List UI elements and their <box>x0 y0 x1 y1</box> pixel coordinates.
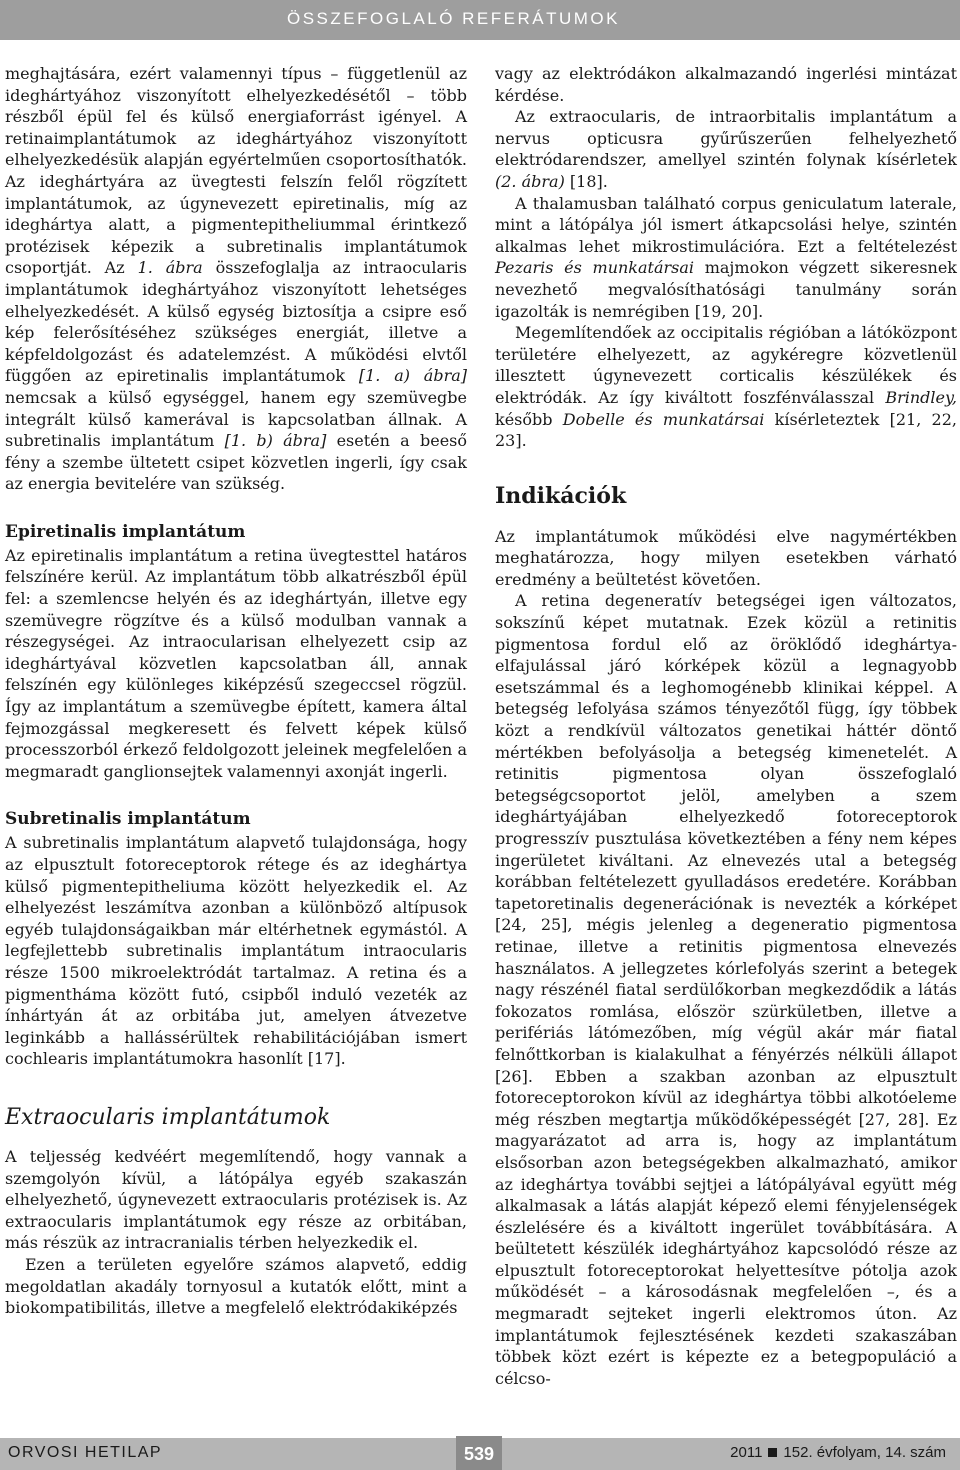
paragraph-intraorbital: Az extraocularis, de intraorbitalis implantátum a nervus opticusra gyűrűszerűen felhelyezhető elektródarendszer, amellyel szintén folynak kísérletek (2. ábra) [18]. <box>495 107 957 191</box>
heading-epiretinal: Epiretinalis implantátum <box>5 521 246 542</box>
journal-name: ORVOSI HETILAP <box>8 1444 163 1461</box>
paragraph-subretinal: A subretinalis implantátum alapvető tulajdonsága, hogy az elpusztult fotoreceptorok rétege és az ideghártya külső pigmentepitheliuma között helyezkedik el. Az elhelyezést leszámítva azonban a különböző altípusok egyéb tulajdonságaikban már eltérhetnek egymástól. A legfejlettebb subretinalis implantátum intraocularis része 1500 mikroelektródát tartalmaz. A retina és a pigmentháma között futó, csipből induló vezeték az ínhártyán át az orbitába jut, amelyen átvezetve leginkább a hallássérültek rehabilitációjában ismert cochlearis implantátumokra hasonlít [17]. <box>5 833 467 1069</box>
paragraph-cortical: Megemlítendőek az occipitalis régióban a látóközpont területére elhelyezett, az agykéregre közvetlenül illesztett úgynevezett corticalis készülékek és elektródák. Az így kiváltott foszfénválasszal Brindley, később Dobelle és munkatársai kísérleteztek [21, 22, 23]. <box>495 323 958 451</box>
page-number: 539 <box>463 1444 495 1464</box>
paragraph-indications-2: A retina degeneratív betegségei igen változatos, sokszínű képet mutatnak. Ezek közül a retinitis pigmentosa fordul elő az öröklődő ideghártya-elfajulással járó kórképek közül a legnagyobb esetszámmal és a leghomogénebb klinikai képpel. A betegség lefolyása számos tényezőtől függ, így többek közt a rendkívül változatos genetikai háttér döntő mértékben befolyásolja a betegség kimenetelét. A retinitis pigmentosa olyan összefoglaló betegségcsoportot jelöl, amelyben a szem ideghártyájában elhelyezkedő fotoreceptorok progresszív pusztulása következtében a fény nem képes ingerületet kiváltani. Az elnevezés utal a betegség korábban feltételezett gyulladásos eredetére. Korábban tapetoretinalis degenerációnak is nevezték a kórképet [24, 25], mégis jelenleg a degeneratio pigmentosa retinae, illetve a retinitis pigmentosa elnevezés használatos. A jellegzetes kórlefolyás szerint a betegek nagy részénél fiatal serdülőkorban megkezdődik a látás fokozatos romlása, először szürkületben, illetve a perifériás látómezőben, míg végül akár már fiatal felnőttkorban is kialakulhat a fényérzés nélküli állapot [26]. Ebben a szakban azonban az elpusztult fotoreceptorokon kívül az ideghártya többi alkotóeleme még részben megtartja működőképességét [27, 28]. Ez magyarázatot ad arra is, hogy az implantátum elsősorban azon betegségekben alkalmazható, amikor az ideghártya további sejtjei a látópályával együtt még alkalmasak a látás alapját képező elemi fényjelenségek észlelésére és a kiváltott ingerület továbbítására. A beültetett készülék ideghártyához kapcsolódó része az elpusztult fotoreceptorokat helyettesítve pótolja azok működését – a károsodásnak megfelelően –, és a megmaradt sejteket ingerli elektromos úton. Az implantátumok fejlesztésének kezdeti szakaszában többek közt ezért is képezte ez a betegpopuláció a célcso- <box>495 591 957 1388</box>
paragraph-continued: vagy az elektródákon alkalmazandó ingerlési mintázat kérdése. <box>495 64 957 105</box>
paragraph-epiretinal: Az epiretinalis implantátum a retina üvegtesttel határos felszínére kerül. Az implantátum több alkatrészből épül fel: a szemlencse helyén és az ideghártyán, illetve egy szemüvegre rögzítve és a külső modulban vannak a részegységei. Az intraocularisan elhelyezett csip az ideghártyával közvetlen kapcsolatban áll, annak felszínén egy különleges kiképzésű szegeccsel rögzül. Így az implantátum a szemüvegbe épített, kamera által fejmozgással megkeresett és felvett képek külső processzorból érkező feldolgozott jeleinek megfelelően a megmaradt ganglionsejtek valamennyi axonját ingerli. <box>5 545 467 781</box>
issue-year: 2011 <box>730 1444 763 1461</box>
paragraph-extraocular-2: Ezen a területen egyelőre számos alapvető, eddig megoldatlan akadály tornyosul a kutatók előtt, mint a biokompatibilitás, illetve a megfelelő elektródakiképzés <box>5 1254 467 1318</box>
heading-indications: Indikációk <box>495 482 627 509</box>
paragraph-indications-1: Az implantátumok működési elve nagymértékben meghatározza, hogy milyen esetekben várható eredmény a beültetést követően. <box>495 526 957 589</box>
issue-info <box>730 1444 946 1461</box>
square-bullet-icon <box>768 1448 777 1457</box>
page-number-box <box>456 1436 502 1470</box>
section-title: ÖSSZEFOGLALÓ REFERÁTUMOK <box>287 9 620 28</box>
paragraph-thalamus: A thalamusban található corpus geniculatum laterale, mint a látópálya jól ismert átkapcsolási helye, szintén alkalmas lehet mikrostimulációra. Ezt a feltételezést Pezaris és munkatársai majmokon végzett sikeresnek nevezhető megvalósíthatósági tanulmány során igazolták is nemrégiben [19, 20]. <box>495 193 958 321</box>
left-column <box>5 63 467 1319</box>
paragraph-extraocular-1: A teljesség kedvéért megemlítendő, hogy vannak a szemgolyón kívül, a látópálya egyéb szakaszán elhelyezhető, úgynevezett extraocularis protézisek is. Az extraocularis implantátumok egy része az orbitában, más részük az intracranialis térben helyezkedik el. <box>5 1146 467 1253</box>
heading-extraocular: Extraocularis implantátumok <box>5 1104 331 1130</box>
right-column <box>495 63 957 1389</box>
issue-volume: 152. évfolyam, 14. szám <box>783 1444 946 1461</box>
intro-paragraph: meghajtására, ezért valamennyi típus – függetlenül az ideghártyához viszonyított elhelyezkedésétől – több részből épül fel és külső energiaforrást igényel. A retinaimplantátumok az ideghártyához viszonyított elhelyezkedésük alapján egyértelműen csoportosíthatók. Az ideghártyára az üvegtesti felszín felől rögzített implantátumok, az úgynevezett epiretinalis, míg az ideghártya alatt, a pigmentepitheliummal érintkező protézisek képezik a subretinalis implantátumok csoportját. Az 1. ábra összefoglalja az intraocularis implantátumok ideghártyához viszonyított lehetséges elhelyezkedését. A külső egység biztosítja a csipre eső kép felerősítéséhez szükséges energiát, illetve a képfeldolgozást és adatelemzést. A működési elvtől függően az epiretinalis implantátumok [1. a) ábra] nemcsak a külső egységgel, hanem egy szemüvegbe integrált külső kamerával is kapcsolatban állnak. A subretinalis implantátum [1. b) ábra] esetén a beeső fény a szembe ültetett csipet közvetlen ingerli, így csak az energia bevitelére van szükség. <box>5 64 468 494</box>
heading-subretinal: Subretinalis implantátum <box>5 809 251 830</box>
